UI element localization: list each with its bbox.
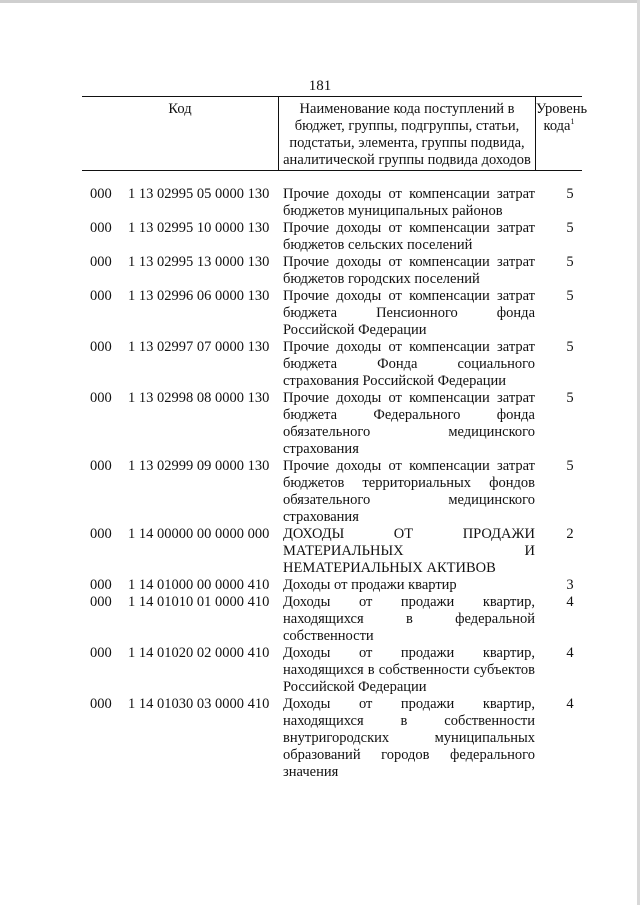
revenue-name: Прочие доходы от компенсации затрат бюджета Фонда социального страхования Российской Федерации (283, 339, 535, 389)
revenue-name: ДОХОДЫ ОТ ПРОДАЖИ МАТЕРИАЛЬНЫХ И НЕМАТЕРИАЛЬНЫХ АКТИВОВ (283, 526, 535, 576)
revenue-code: 1 13 02995 05 0000 130 (128, 186, 270, 202)
admin-code: 000 (90, 390, 112, 406)
code-level: 5 (566, 220, 574, 236)
page-number: 181 (308, 78, 332, 94)
header-code: Код (168, 101, 192, 117)
admin-code: 000 (90, 458, 112, 474)
table-row (82, 339, 592, 390)
admin-code: 000 (90, 186, 112, 202)
revenue-name: Доходы от продажи квартир (283, 577, 457, 593)
code-level: 5 (566, 339, 574, 355)
admin-code: 000 (90, 526, 112, 542)
admin-code: 000 (90, 339, 112, 355)
code-level: 4 (566, 594, 574, 610)
code-level: 5 (566, 390, 574, 406)
revenue-name: Доходы от продажи квартир, находящихся в федеральной собственности (283, 594, 535, 644)
header-level (536, 97, 588, 170)
table-row (82, 696, 592, 781)
revenue-code: 1 13 02995 10 0000 130 (128, 220, 270, 236)
revenue-name: Прочие доходы от компенсации затрат бюджетов территориальных фондов обязательного медицинского страхования (283, 458, 535, 525)
revenue-code: 1 13 02999 09 0000 130 (128, 458, 270, 474)
table-row (82, 186, 592, 220)
code-level: 4 (566, 645, 574, 661)
table-body (82, 186, 592, 781)
admin-code: 000 (90, 594, 112, 610)
revenue-code: 1 14 01010 01 0000 410 (128, 594, 270, 610)
revenue-name: Доходы от продажи квартир, находящихся в собственности субъектов Российской Федерации (283, 645, 535, 695)
revenue-code: 1 13 02996 06 0000 130 (128, 288, 270, 304)
header-level-footnote: 1 (570, 117, 575, 127)
header-name: Наименование кода поступлений в бюджет, группы, подгруппы, статьи, подстатьи, элемента, группы подвида, аналитической группы подвида доходов (278, 97, 536, 170)
table-row (82, 645, 592, 696)
code-level: 4 (566, 696, 574, 712)
code-level: 5 (566, 288, 574, 304)
revenue-code: 1 13 02998 08 0000 130 (128, 390, 270, 406)
revenue-name: Прочие доходы от компенсации затрат бюджета Федерального фонда обязательного медицинского страхования (283, 390, 535, 457)
table-row (82, 577, 592, 594)
admin-code: 000 (90, 220, 112, 236)
table-row (82, 390, 592, 458)
revenue-name: Прочие доходы от компенсации затрат бюджетов городских поселений (283, 254, 535, 287)
admin-code: 000 (90, 577, 112, 593)
table-row (82, 254, 592, 288)
admin-code: 000 (90, 696, 112, 712)
code-level: 3 (566, 577, 574, 593)
revenue-code: 1 13 02995 13 0000 130 (128, 254, 270, 270)
admin-code: 000 (90, 645, 112, 661)
code-level: 5 (566, 186, 574, 202)
revenue-name: Прочие доходы от компенсации затрат бюджета Пенсионного фонда Российской Федерации (283, 288, 535, 338)
table-row (82, 594, 592, 645)
table-row (82, 220, 592, 254)
revenue-code: 1 13 02997 07 0000 130 (128, 339, 270, 355)
revenue-name: Доходы от продажи квартир, находящихся в собственности внутригородских муниципальных образований городов федерального значения (283, 696, 535, 780)
revenue-code: 1 14 00000 00 0000 000 (128, 526, 270, 542)
table-row (82, 458, 592, 526)
code-level: 2 (566, 526, 574, 542)
admin-code: 000 (90, 254, 112, 270)
revenue-code: 1 14 01020 02 0000 410 (128, 645, 270, 661)
revenue-code: 1 14 01000 00 0000 410 (128, 577, 270, 593)
revenue-name: Прочие доходы от компенсации затрат бюджетов муниципальных районов (283, 186, 535, 219)
table-row (82, 526, 592, 577)
code-level: 5 (566, 458, 574, 474)
revenue-code: 1 14 01030 03 0000 410 (128, 696, 270, 712)
table-row (82, 288, 592, 339)
revenue-name: Прочие доходы от компенсации затрат бюджетов сельских поселений (283, 220, 535, 253)
scan-edge-top (0, 0, 640, 3)
table-header (82, 96, 588, 171)
admin-code: 000 (90, 288, 112, 304)
code-level: 5 (566, 254, 574, 270)
header-level-label: Уровень кода (536, 101, 588, 134)
